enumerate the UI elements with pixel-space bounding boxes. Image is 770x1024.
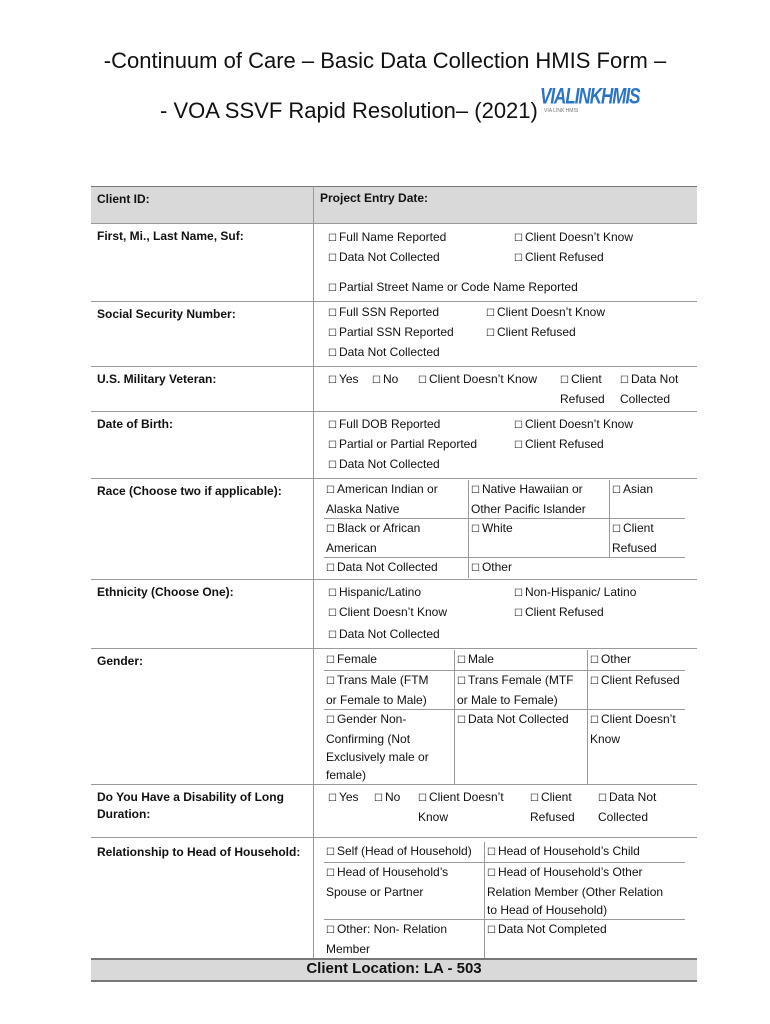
- race-other-label: ☐ Other: [471, 560, 512, 574]
- ssn-row: [91, 302, 697, 367]
- relationship-spouse-line1: ☐ Head of Household’s: [326, 865, 448, 879]
- relationship-other-relation-line3: to Head of Household): [487, 903, 608, 917]
- relationship-other-relation-line2: Relation Member (Other Relation: [487, 885, 664, 899]
- hmis-form-table: [91, 186, 697, 982]
- gender-trans-female-line1: ☐ Trans Female (MTF: [457, 673, 574, 687]
- gender-dnc-option[interactable]: [455, 710, 588, 785]
- gender-male-option[interactable]: [455, 650, 588, 671]
- veteran-dnc-option[interactable]: [620, 370, 678, 408]
- ssn-partial-option[interactable]: ☐ Partial SSN Reported: [328, 323, 486, 343]
- ethnicity-hispanic-option[interactable]: ☐ Hispanic/Latino: [328, 583, 514, 603]
- logo-text: VIALINKHMIS: [540, 84, 640, 109]
- race-black-line1: ☐ Black or African: [326, 521, 420, 535]
- vialink-hmis-logo: [540, 84, 640, 124]
- race-american-indian-option[interactable]: [324, 480, 469, 519]
- gender-row: [91, 649, 697, 785]
- ethnicity-dont-know-option[interactable]: ☐ Client Doesn’t Know: [328, 603, 514, 623]
- relationship-self-label: ☐ Self (Head of Household): [326, 844, 472, 858]
- race-row: [91, 479, 697, 580]
- dob-full-option[interactable]: ☐ Full DOB Reported: [328, 415, 514, 435]
- race-other-option[interactable]: [469, 558, 610, 579]
- veteran-row: [91, 367, 697, 412]
- disability-refused-option[interactable]: [530, 788, 598, 826]
- ethnicity-dnc-option[interactable]: ☐ Data Not Collected: [328, 625, 689, 645]
- gender-non-conforming-line4: female): [326, 768, 367, 782]
- disability-no-option[interactable]: ☐ No: [374, 788, 418, 826]
- ethnicity-non-hispanic-option[interactable]: ☐ Non-Hispanic/ Latino: [514, 583, 636, 603]
- footer-row: [91, 959, 697, 981]
- ssn-client-refused-option[interactable]: ☐ Client Refused: [486, 323, 576, 343]
- gender-other-option[interactable]: [588, 650, 686, 671]
- disability-dont-know-line2: Know: [418, 810, 449, 824]
- relationship-other-relation-line1: ☐ Head of Household’s Other: [487, 865, 643, 879]
- gender-non-conforming-line3: Exclusively male or: [326, 750, 429, 764]
- race-white-label: ☐ White: [471, 521, 513, 535]
- gender-dnc-label: ☐ Data Not Collected: [457, 712, 569, 726]
- ssn-label: Social Security Number:: [91, 302, 314, 367]
- disability-row: [91, 785, 697, 838]
- relationship-dnc-option[interactable]: [485, 920, 686, 959]
- dob-refused-option[interactable]: ☐ Client Refused: [514, 435, 604, 455]
- gender-options-grid: [324, 650, 685, 784]
- relationship-non-relation-option[interactable]: [324, 920, 485, 959]
- gender-other-label: ☐ Other: [590, 652, 631, 666]
- name-client-dont-know-option[interactable]: ☐ Client Doesn’t Know: [514, 228, 633, 248]
- relationship-label: Relationship to Head of Household:: [91, 838, 314, 960]
- gender-dont-know-line2: Know: [590, 732, 621, 746]
- gender-female-label: ☐ Female: [326, 652, 377, 666]
- race-refused-line2: Refused: [612, 541, 657, 555]
- dob-label: Date of Birth:: [91, 412, 314, 479]
- gender-non-conforming-line1: ☐ Gender Non-: [326, 712, 406, 726]
- race-options-grid: [324, 480, 685, 578]
- veteran-yes-option[interactable]: ☐ Yes: [328, 370, 372, 408]
- race-dnc-label: ☐ Data Not Collected: [326, 560, 438, 574]
- race-black-option[interactable]: [324, 519, 469, 558]
- gender-trans-male-option[interactable]: [324, 671, 455, 710]
- disability-dnc-option[interactable]: [598, 788, 656, 826]
- relationship-row: [91, 838, 697, 960]
- veteran-no-option[interactable]: ☐ No: [372, 370, 418, 408]
- relationship-child-label: ☐ Head of Household’s Child: [487, 844, 640, 858]
- gender-refused-option[interactable]: [588, 671, 686, 710]
- disability-dnc-line2: Collected: [598, 810, 649, 824]
- gender-non-conforming-option[interactable]: [324, 710, 455, 785]
- relationship-non-relation-line1: ☐ Other: Non- Relation: [326, 922, 447, 936]
- race-native-hawaiian-line2: Other Pacific Islander: [471, 502, 586, 516]
- name-client-refused-option[interactable]: ☐ Client Refused: [514, 248, 604, 268]
- veteran-refused-line1: ☐ Client: [560, 372, 602, 386]
- ethnicity-label: Ethnicity (Choose One):: [91, 580, 314, 649]
- disability-dont-know-option[interactable]: [418, 788, 530, 826]
- disability-dnc-line1: ☐ Data Not: [598, 790, 656, 804]
- ethnicity-refused-option[interactable]: ☐ Client Refused: [514, 603, 604, 623]
- gender-trans-male-line2: or Female to Male): [326, 693, 427, 707]
- client-id-label: Client ID:: [91, 187, 314, 224]
- veteran-dnc-line2: Collected: [620, 392, 671, 406]
- veteran-label: U.S. Military Veteran:: [91, 367, 314, 412]
- race-label: Race (Choose two if applicable):: [91, 479, 314, 580]
- ssn-client-dont-know-option[interactable]: ☐ Client Doesn’t Know: [486, 303, 605, 323]
- disability-dont-know-line1: ☐ Client Doesn’t: [418, 790, 504, 804]
- disability-refused-line1: ☐ Client: [530, 790, 572, 804]
- gender-non-conforming-line2: Confirming (Not: [326, 732, 411, 746]
- logo-subtext: VIA LINK HMIS: [544, 108, 579, 114]
- relationship-child-option[interactable]: [485, 842, 686, 863]
- ssn-data-not-collected-option[interactable]: ☐ Data Not Collected: [328, 343, 689, 363]
- race-black-line2: American: [326, 541, 377, 555]
- gender-male-label: ☐ Male: [457, 652, 494, 666]
- relationship-dnc-label: ☐ Data Not Completed: [487, 922, 607, 936]
- relationship-spouse-line2: Spouse or Partner: [326, 885, 424, 899]
- disability-refused-line2: Refused: [530, 810, 575, 824]
- gender-trans-female-line2: or Male to Female): [457, 693, 558, 707]
- client-location: Client Location: LA - 503: [91, 959, 697, 981]
- relationship-non-relation-line2: Member: [326, 942, 371, 956]
- race-dnc-option[interactable]: [324, 558, 469, 579]
- ethnicity-row: [91, 580, 697, 649]
- race-asian-label: ☐ Asian: [612, 482, 653, 496]
- form-title-line1: -Continuum of Care – Basic Data Collection HMIS Form –: [103, 48, 667, 73]
- dob-partial-option[interactable]: ☐ Partial or Partial Reported: [328, 435, 514, 455]
- gender-dont-know-line1: ☐ Client Doesn’t: [590, 712, 676, 726]
- dob-row: [91, 412, 697, 479]
- relationship-spouse-option[interactable]: [324, 863, 485, 920]
- relationship-self-option[interactable]: [324, 842, 485, 863]
- gender-trans-female-option[interactable]: [455, 671, 588, 710]
- dob-data-not-collected-option[interactable]: ☐ Data Not Collected: [328, 455, 689, 475]
- race-refused-option[interactable]: [610, 519, 686, 558]
- dob-dont-know-option[interactable]: ☐ Client Doesn’t Know: [514, 415, 633, 435]
- veteran-dont-know-option[interactable]: ☐ Client Doesn’t Know: [418, 370, 560, 408]
- gender-label: Gender:: [91, 649, 314, 785]
- race-american-indian-line2: Alaska Native: [326, 502, 400, 516]
- race-native-hawaiian-line1: ☐ Native Hawaiian or: [471, 482, 583, 496]
- name-label: First, Mi., Last Name, Suf:: [91, 224, 314, 302]
- gender-female-option[interactable]: [324, 650, 455, 671]
- race-american-indian-line1: ☐ American Indian or: [326, 482, 438, 496]
- race-asian-option[interactable]: [610, 480, 686, 519]
- name-data-not-collected-option[interactable]: ☐ Data Not Collected: [328, 248, 514, 268]
- gender-trans-male-line1: ☐ Trans Male (FTM: [326, 673, 429, 687]
- gender-refused-label: ☐ Client Refused: [590, 673, 680, 687]
- veteran-refused-option[interactable]: [560, 370, 620, 408]
- veteran-refused-line2: Refused: [560, 392, 605, 406]
- project-entry-date-label: Project Entry Date:: [314, 187, 698, 224]
- ssn-full-option[interactable]: ☐ Full SSN Reported: [328, 303, 486, 323]
- veteran-dnc-line1: ☐ Data Not: [620, 372, 678, 386]
- disability-label: Do You Have a Disability of Long Duration:: [91, 785, 314, 838]
- relationship-other-relation-option[interactable]: [485, 863, 686, 920]
- relationship-options-grid: [324, 842, 685, 958]
- disability-yes-option[interactable]: ☐ Yes: [328, 788, 374, 826]
- race-native-hawaiian-option[interactable]: [469, 480, 610, 519]
- name-row: [91, 224, 697, 302]
- form-title-line2: - VOA SSVF Rapid Resolution– (2021): [160, 98, 538, 123]
- race-refused-line1: ☐ Client: [612, 521, 654, 535]
- race-white-option[interactable]: [469, 519, 610, 558]
- name-full-reported-option[interactable]: ☐ Full Name Reported: [328, 228, 514, 248]
- header-row: [91, 187, 697, 224]
- name-partial-option[interactable]: ☐ Partial Street Name or Code Name Reported: [328, 278, 689, 298]
- gender-dont-know-option[interactable]: [588, 710, 686, 785]
